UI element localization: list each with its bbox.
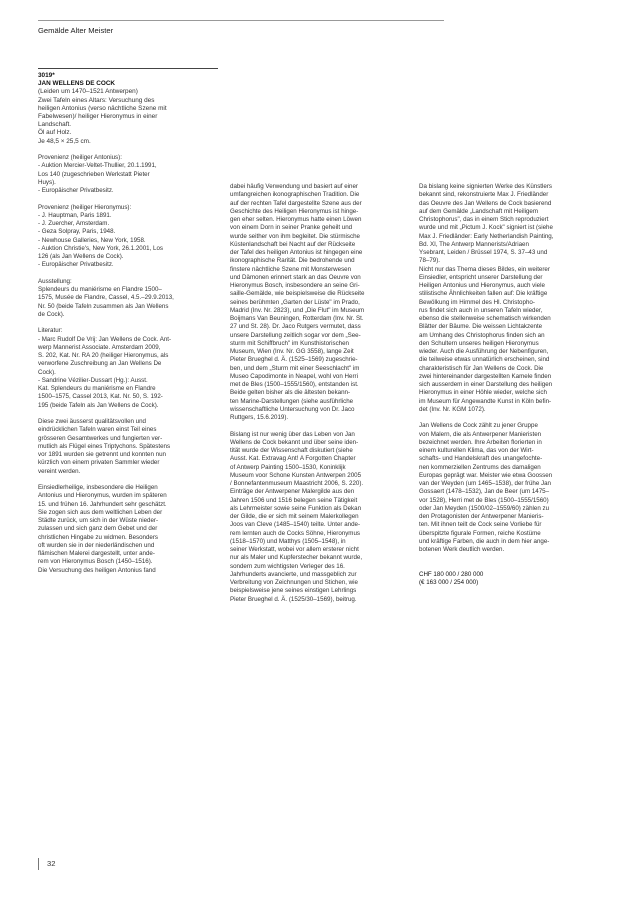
text-line: vereint werden.	[38, 467, 81, 475]
text-line: Blätter der Bäume. Die weissen Lichtakzente	[419, 323, 543, 331]
text-line: / Bonnefantenmuseum Maastricht 2006, S. 220).	[230, 480, 364, 487]
text-line: Christophorus", das in einem Stich reproduziert	[419, 216, 549, 223]
text-line: dabei häufig Verwendung und basiert auf einer	[230, 183, 358, 190]
text-line: tität wurde der Wissenschaft diskutiert (siehe	[230, 447, 353, 454]
text-line: von Malern, die als Antwerpener Manieristen	[419, 430, 542, 438]
text-line: - Auktion Mercier-Veltet-Thullier, 20.1.1991,	[38, 162, 157, 170]
text-line: kürzlich von einem privaten Sammler wieder	[38, 459, 160, 467]
text-line: bekannt sind, rekonstruierte Max J. Friedländer	[419, 191, 549, 199]
text-line: Einträge der Antwerpener Malergilde aus den	[230, 488, 355, 496]
text-column-2	[230, 183, 410, 604]
text-line: der Gilde, die er sich mit seinem Malerkollegen	[230, 513, 359, 520]
text-line: grösseren Gesamtwerkes und fungierten ver-	[38, 434, 163, 442]
text-line: - Sandrine Vézilier-Dussart (Hg.): Ausst.	[38, 376, 148, 384]
text-line: wieder. Auch die Ausführung der Nebenfiguren,	[419, 348, 549, 355]
text-line: rus findet sich auch in unseren Tafeln wieder,	[419, 306, 543, 314]
text-line: Sie zogen sich aus dem weltlichen Leben der	[38, 508, 163, 516]
paragraph-spacer	[38, 410, 222, 418]
text-line: Pieter Brueghel d. Ä. (1525–1569) zugeschrie-	[230, 356, 358, 364]
text-line: sondern zum wichtigsten Verleger des 16.	[230, 562, 345, 570]
text-line: Ruttgers, 15.6.2019).	[230, 414, 289, 421]
paragraph-spacer	[419, 414, 604, 422]
text-line: Die Versuchung des heiligen Antonius fand	[38, 566, 156, 574]
text-line: Bislang ist nur wenig über das Leben von Jan	[230, 430, 355, 438]
text-line: (1518–1570) und Matthys (1505–1548), in	[230, 537, 346, 545]
text-line: verworfene Zuschreibung an Jan Wellens De	[38, 360, 162, 368]
text-line: Beide gelten bisher als die ältesten bekann-	[230, 389, 351, 397]
text-line: die teilweise etwas unnatürlich erscheinen, sind	[419, 356, 550, 364]
paragraph-spacer	[38, 319, 222, 327]
paragraph-spacer	[419, 563, 604, 571]
text-line: charakteristisch für Jan Wellens de Cock. Die	[419, 364, 544, 372]
text-line: rem lernten auch de Cocks Söhne, Hieronymus	[230, 529, 361, 537]
text-line: Hieronymus Bosch, insbesondere an seine Gri-	[230, 282, 360, 289]
text-line: Antonius und Hieronymus, wurden im späteren	[38, 492, 167, 500]
text-line: Museum, Wien (Inv. Nr. GG 3558), lange Zeit	[230, 348, 354, 355]
text-line: Da bislang keine signierten Werke des Künstlers	[419, 183, 552, 190]
text-line: Gossaert (1478–1532), Jan de Beer (um 1475–	[419, 488, 550, 496]
text-line: Bewölkung im Himmel des Hl. Christopho-	[419, 298, 535, 306]
text-line: im Museum für Angewandte Kunst in Köln befin-	[419, 397, 552, 405]
text-line: sich ausserdem in einer Darstellung des heiligen	[419, 381, 553, 388]
column-body	[230, 183, 410, 604]
text-line: 195 (beide Tafeln als Jan Wellens de Cock).	[38, 401, 159, 409]
text-line: Diese zwei äusserst qualitätsvollen und	[38, 418, 146, 426]
text-line: das Oeuvre des Jan Wellens de Cock basierend	[419, 199, 552, 207]
text-line: und Dämonen erinnert stark an das Oeuvre von	[230, 273, 361, 281]
text-column-3	[419, 183, 604, 587]
text-line: Joos van Cleve (1485–1540) teilte. Unter ande-	[230, 521, 361, 529]
text-line: - Europäischer Privatbesitz.	[38, 261, 114, 269]
artwork-title-line: Landschaft.	[38, 121, 72, 129]
text-line: Literatur:	[38, 327, 63, 335]
text-line: ikonographische Rarität. Die bedrohende und	[230, 257, 355, 265]
text-line: der Tafel des heiligen Antonius ist hingegen eine	[230, 249, 363, 256]
text-line: 1500–1575, Cassel 2013, Kat. Nr. 50, S. 192-	[38, 393, 163, 401]
text-line: Hieronymus in einer Höhle wieder, welche sich	[419, 389, 547, 397]
text-line: beispielsweise jene seines einstigen Lehrlings	[230, 587, 357, 595]
text-line: ten. Mit ihnen teilt de Cock seine Vorliebe für	[419, 521, 542, 529]
text-line: Küstenlandschaft bei Nacht auf der Rückseite	[230, 240, 356, 248]
paragraph-spacer	[38, 476, 222, 484]
text-line: Geschichte des Heiligen Hieronymus ist hinge-	[230, 207, 359, 215]
text-line: von einem Dorn in seiner Pranke geheilt und	[230, 224, 353, 232]
text-line: - Geza Solpray, Paris, 1948.	[38, 228, 116, 236]
artwork-medium: Öl auf Holz.	[38, 129, 72, 137]
text-line: Bd. XI, The Antwerp Mannerists/Adriaen	[419, 240, 529, 248]
text-line: als Lehrmeister sowie seine Funktion als Dekan	[230, 504, 362, 512]
text-line: auf der rechten Tafel dargestellte Szene aus der	[230, 199, 362, 207]
text-line: Verbreitung von Zeichnungen und Stichen, wie	[230, 579, 358, 586]
text-line: met de Bles (1500–1555/1560), entstanden ist.	[230, 381, 359, 388]
artwork-dimensions: Je 48,5 × 25,5 cm.	[38, 137, 91, 145]
artwork-title-line: Zwei Tafeln eines Altars: Versuchung des	[38, 96, 155, 104]
text-line: Nicht nur das Thema dieses Bildes, ein weiterer	[419, 265, 550, 273]
paragraph-spacer	[419, 554, 604, 562]
text-line: finstere nächtliche Szene mit Monsterwesen	[230, 265, 352, 273]
text-column-1	[38, 72, 222, 575]
text-line: überspitzte figurale Formen, reiche Kostüme	[419, 529, 541, 537]
text-line: Kat. Splendeurs du maniérisme en Flandre	[38, 385, 156, 393]
price-estimate: CHF 180 000 / 280 000	[419, 570, 484, 578]
header-rule	[38, 20, 444, 21]
text-line: auf dem Gemälde „Landschaft mit Heiligem	[419, 207, 538, 215]
artwork-title-line: heiligen Antonius (verso nächtliche Szene mit	[38, 104, 167, 112]
text-line: S. 202, Kat. Nr. RA 20 (heiliger Hieronymus, als	[38, 352, 169, 360]
text-line: Provenienz (heiliger Antonius):	[38, 154, 122, 162]
text-line: Provenienz (heiliger Hieronymus):	[38, 203, 132, 211]
text-line: saille-Gemälde, wie beispielsweise die Rückseite	[230, 290, 365, 298]
text-line: oder Jan Meyden (1500/02–1559/60) zählen zu	[419, 504, 550, 512]
text-line: Museum voor Schone Kunsten Antwerpen 2005	[230, 471, 362, 479]
text-line: rem von Hieronymus Bosch (1450–1516).	[38, 558, 153, 566]
text-line: 27 und St. 28). Dr. Jaco Rutgers vermutet, dass	[230, 323, 361, 331]
lot-number: 3019*	[38, 72, 55, 79]
text-line: - J. Zuercher, Amsterdam.	[38, 220, 110, 228]
text-line: zwei hintereinander dargestellten Kamele finden	[419, 372, 552, 380]
text-line: vor 1891 wurden sie getrennt und konnten nun	[38, 451, 166, 459]
text-line: werp Mannerist Associate. Amsterdam 2009,	[38, 343, 161, 351]
text-line: 15. und frühen 16. Jahrhundert sehr geschätzt.	[38, 500, 167, 508]
text-line: Jahren 1506 und 1516 belegen seine Tätigkeit	[230, 496, 358, 504]
text-line: van der Weyden (um 1465–1538), der frühe Jan	[419, 480, 551, 487]
text-line: Ausst. Kat. Extravag Ant! A Forgotten Chapter	[230, 455, 356, 463]
text-line: Städte zurück, um sich in der Wüste nieder-	[38, 517, 159, 525]
spacer	[38, 146, 222, 154]
text-line: Wellens de Cock bekannt und über seine iden-	[230, 438, 359, 446]
text-line: Boijmans Van Beuningen, Rotterdam (Inv. Nr. St.	[230, 315, 364, 322]
text-line: Huys).	[38, 178, 56, 186]
text-line: Heiligen Antonius und Hieronymus, auch viele	[419, 282, 545, 289]
text-line: und kräftige Farben, die auch in dem hier ange-	[419, 537, 550, 545]
text-line: nur als Maler und Kupferstecher bekannt wurde,	[230, 554, 363, 562]
text-line: Splendeurs du maniérisme en Flandre 1500–	[38, 286, 162, 294]
text-line: Einsiedlerheilige, insbesondere die Heiligen	[38, 484, 158, 492]
text-line: am Umhang des Christophorus finden sich an	[419, 331, 545, 339]
text-line: - Marc Rudolf De Vrij: Jan Wellens de Cock. Ant-	[38, 335, 172, 343]
text-line: Jahrhunderts avancierte, und massgeblich zur	[230, 570, 357, 578]
text-line: seiner Werkstatt, wobei vor allem ersterer nicht	[230, 546, 359, 553]
column-body	[419, 183, 604, 587]
text-line: einem kulturellen Klima, das von der Wirt-	[419, 447, 534, 454]
column-body	[38, 154, 222, 575]
text-line: eindrücklichen Tafeln waren einst Teil eines	[38, 426, 157, 434]
lot-rule	[38, 68, 218, 69]
text-line: unsere Darstellung zeitlich sogar vor dem „See-	[230, 331, 361, 339]
text-line: wurde und mit „Pictum J. Kock" signiert ist (siehe	[419, 224, 553, 232]
text-line: botenen Werk deutlich werden.	[419, 546, 505, 553]
text-line: - Europäischer Privatbesitz.	[38, 187, 114, 195]
text-line: Los 140 (zugeschrieben Werkstatt Pieter	[38, 170, 150, 178]
text-line: christlichen Hingabe zu widmen. Besonders	[38, 533, 159, 541]
artist-name: JAN WELLENS DE COCK	[38, 80, 116, 88]
text-line: Max J. Friedländer: Early Netherlandish Painting,	[419, 232, 554, 240]
page-number: 32	[38, 858, 55, 870]
text-line: Madrid (Inv. Nr. 2823), und „Die Flut" im Museum	[230, 306, 365, 314]
text-line: wissenschaftliche Untersuchung von Dr. Jaco	[230, 405, 355, 413]
paragraph-spacer	[230, 422, 410, 430]
text-line: - Newhouse Galleries, New York, 1958.	[38, 236, 146, 244]
text-line: 1575, Musée de Flandre, Cassel, 4.5.–29.9.2013,	[38, 294, 174, 302]
text-line: sturm mit Schiffbruch" im Kunsthistorischen	[230, 339, 349, 347]
lot-header	[38, 72, 222, 146]
text-line: gen eher selten. Hieronymus hatte einen Löwen	[230, 216, 362, 223]
text-line: Ysebrant, Leiden / Brüssel 1974, S. 37–43 und	[419, 249, 548, 256]
text-line: nen kommerziellen Zentrums des damaligen	[419, 463, 541, 471]
text-line: flämischen Malerei dargestellt, unter ande-	[38, 550, 155, 558]
text-line: 126 (als Jan Wellens de Cock).	[38, 253, 124, 261]
text-line: Museo Capodimonte in Neapel, wohl von Herri	[230, 372, 358, 380]
text-line: Nr. 50 (beide Tafeln zusammen als Jan Wellens	[38, 302, 169, 310]
artwork-title-line: Fabelwesen)/ heiliger Hieronymus in einer	[38, 113, 158, 121]
text-line: - Auktion Christie's, New York, 26.1.2001, Los	[38, 244, 163, 252]
text-line: mutlich als Flügel eines Triptychons. Spätestens	[38, 442, 171, 450]
text-line: bezeichnet werden. Ihre Arbeiten florierten in	[419, 438, 542, 446]
text-line: wurde seither von ihm begleitet. Die stürmische	[230, 232, 360, 240]
text-line: den Schultern unseres heiligen Hieronymus	[419, 339, 539, 347]
text-line: - J. Hauptman, Paris 1891.	[38, 211, 112, 219]
text-line: ben, und dem „Sturm mit einer Seeschlacht" im	[230, 364, 360, 372]
paragraph-spacer	[38, 270, 222, 278]
text-line: stilistische Ähnlichkeiten fallen auf: Die kräftige	[419, 290, 548, 298]
text-line: 78–79).	[419, 257, 440, 265]
text-line: schafts- und Handelskraft des unangefochte-	[419, 455, 543, 463]
text-line: Jan Wellens de Cock zählt zu jener Gruppe	[419, 422, 538, 430]
text-line: Ausstellung:	[38, 277, 72, 285]
text-line: ten Marine-Darstellungen (siehe ausführliche	[230, 397, 354, 405]
section-title: Gemälde Alter Meister	[38, 26, 114, 35]
text-line: Pieter Brueghel d. Ä. (1525/30–1569), beitrug.	[230, 595, 357, 603]
text-line: ebenso die stellenweise schematisch wirkenden	[419, 315, 551, 322]
text-line: de Cock).	[38, 310, 65, 318]
price-estimate: (€ 163 000 / 254 000)	[419, 579, 479, 586]
text-line: Einsiedler, entspricht unserer Darstellung der	[419, 273, 543, 281]
artist-life-dates: (Leiden um 1470–1521 Antwerpen)	[38, 88, 138, 96]
text-line: den Protagonisten der Antwerpener Manieris-	[419, 513, 544, 520]
paragraph-spacer	[38, 195, 222, 203]
text-line: seines berühmten „Garten der Lüste" im Prado,	[230, 298, 360, 306]
text-line: umfangreichen ikonographischen Tradition. Die	[230, 191, 360, 199]
text-line: det (Inv. Nr. KGM 1072).	[419, 405, 486, 413]
text-line: Cock).	[38, 368, 56, 376]
text-line: vor 1528), Herri met de Bles (1500–1555/1560)	[419, 496, 549, 504]
text-line: oft wurden sie in der niederländischen und	[38, 541, 155, 549]
text-line: Europas geprägt war. Meister wie etwa Goossen	[419, 471, 553, 479]
text-line: of Antwerp Painting 1500–1530, Koninklijk	[230, 463, 346, 471]
text-line: zulassen und sich ganz dem Gebet und der	[38, 525, 158, 533]
